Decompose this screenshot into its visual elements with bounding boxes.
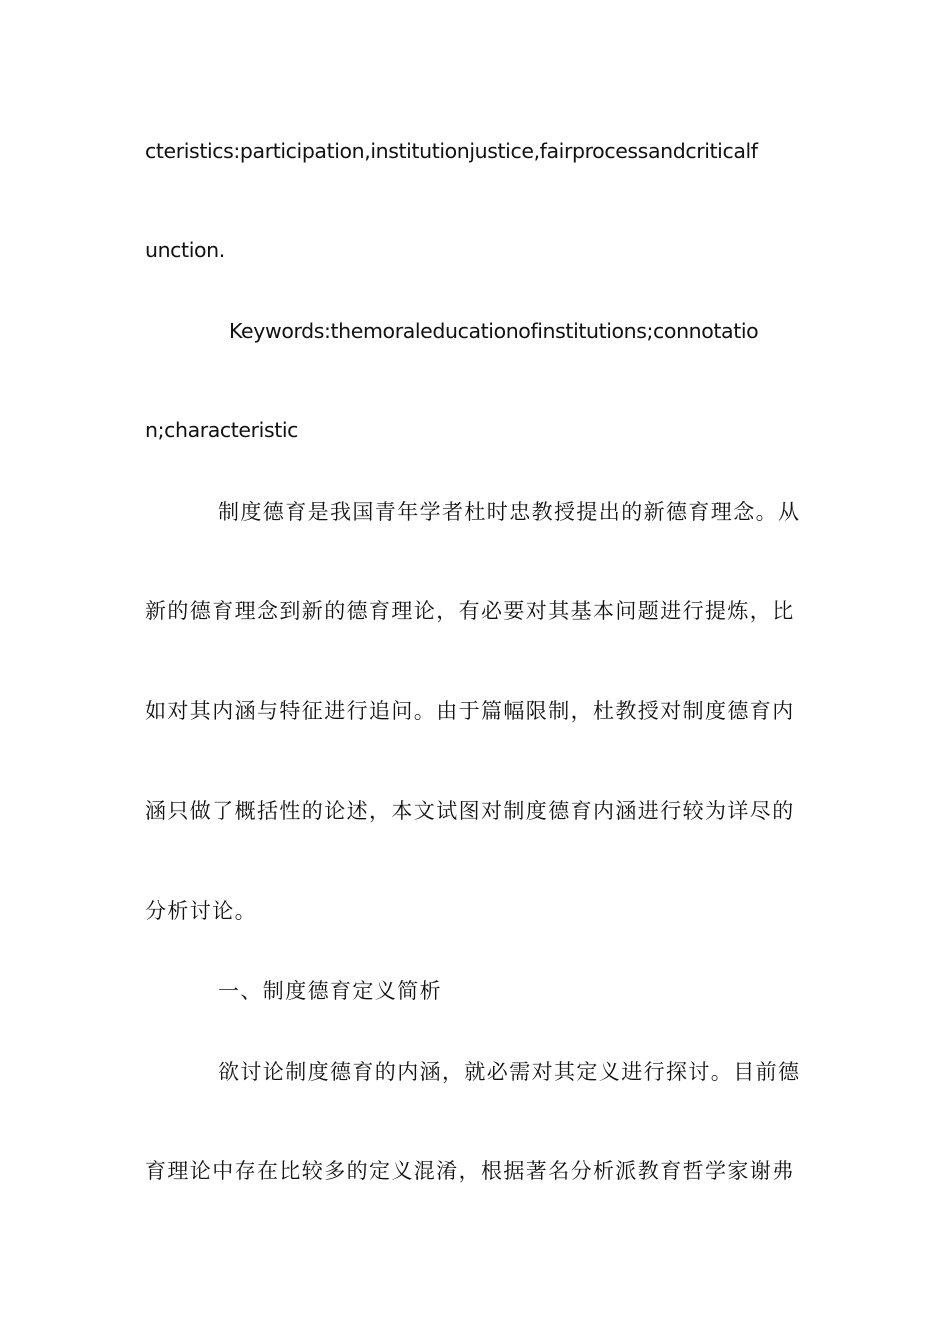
section-heading: 一、制度德育定义简析 bbox=[218, 979, 442, 1003]
keywords-line-2: n;characteristic bbox=[145, 418, 299, 442]
body-paragraph-1-line-3: 如对其内涵与特征进行追问。由于篇幅限制，杜教授对制度德育内 bbox=[145, 699, 795, 723]
body-paragraph-2-line-1: 欲讨论制度德育的内涵，就必需对其定义进行探讨。目前德 bbox=[218, 1060, 801, 1084]
abstract-line-2: unction. bbox=[145, 238, 225, 262]
keywords-line-1: Keywords:themoraleducationofinstitutions;connotatio bbox=[229, 319, 759, 343]
body-paragraph-1-line-4: 涵只做了概括性的论述，本文试图对制度德育内涵进行较为详尽的 bbox=[145, 799, 795, 823]
body-paragraph-2-line-2: 育理论中存在比较多的定义混淆，根据著名分析派教育哲学家谢弗 bbox=[145, 1159, 795, 1183]
abstract-line-1: cteristics:participation,institutionjustice,fairprocessandcriticalf bbox=[145, 139, 758, 163]
body-paragraph-1-line-5: 分析讨论。 bbox=[145, 899, 257, 923]
body-paragraph-1-line-1: 制度德育是我国青年学者杜时忠教授提出的新德育理念。从 bbox=[218, 500, 801, 524]
body-paragraph-1-line-2: 新的德育理念到新的德育理论，有必要对其基本问题进行提炼，比 bbox=[145, 599, 795, 623]
